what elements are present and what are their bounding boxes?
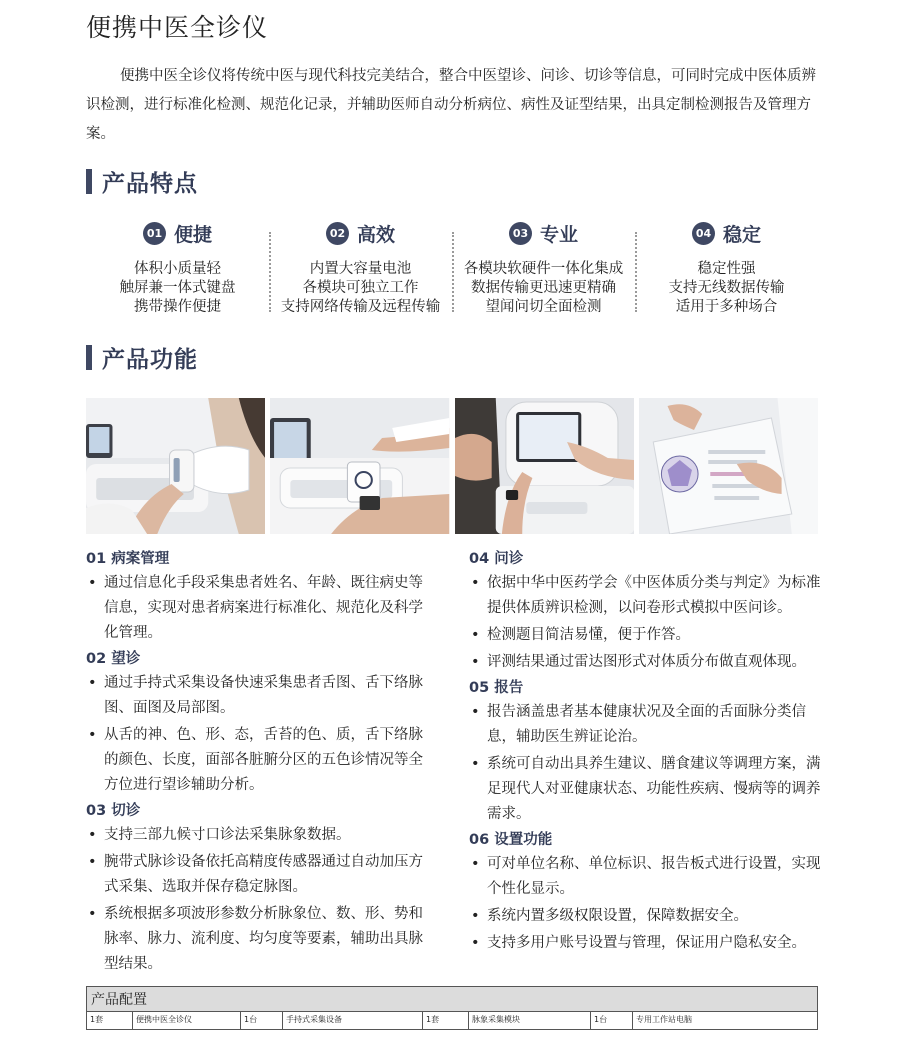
function-heading: 03 切诊 bbox=[86, 803, 141, 819]
function-bullet: • 依据中华中医药学会《中医体质分类与判定》为标准提供体质辨识检测，以问卷形式模拟中医问诊。 bbox=[469, 571, 821, 621]
product-photos bbox=[86, 398, 818, 534]
feature-convenient bbox=[86, 218, 269, 318]
feature-line: 望闻问切全面检测 bbox=[485, 299, 602, 315]
section-functions-heading bbox=[86, 341, 198, 374]
page-title: 便携中医全诊仪 bbox=[86, 13, 269, 42]
function-bullet: • 可对单位名称、单位标识、报告板式进行设置，实现个性化显示。 bbox=[469, 852, 821, 902]
feature-line: 适用于多种场合 bbox=[675, 299, 778, 315]
function-heading: 04 问诊 bbox=[469, 551, 524, 567]
section-bar bbox=[86, 169, 92, 194]
feature-line: 数据传输更迅速更精确 bbox=[471, 280, 616, 296]
function-bullet: • 支持三部九候寸口诊法采集脉象数据。 bbox=[86, 823, 436, 848]
section-features-heading bbox=[86, 165, 198, 198]
photo-touchscreen bbox=[455, 398, 634, 534]
config-title: 产品配置 bbox=[87, 987, 817, 1012]
config-cell: 专用工作站电脑 bbox=[636, 1015, 692, 1024]
function-bullet: • 从舌的神、色、形、态，舌苔的色、质，舌下络脉的颜色、长度，面部各脏腑分区的五色诊情况等全方位进行望诊辅助分析。 bbox=[86, 723, 436, 798]
function-group-pulse bbox=[86, 800, 436, 977]
feature-line: 稳定性强 bbox=[697, 261, 756, 277]
feature-name: 便捷 bbox=[173, 223, 212, 246]
config-cell: 1套 bbox=[87, 1012, 133, 1029]
function-heading: 01 病案管理 bbox=[86, 551, 170, 567]
config-cell: 脉象采集模块 bbox=[469, 1012, 591, 1029]
photo-pulse-device bbox=[270, 398, 449, 534]
photo-face-scan bbox=[86, 398, 265, 534]
function-bullet: • 系统可自动出具养生建议、膳食建议等调理方案，满足现代人对亚健康状态、功能性疾病、慢病等的调养需求。 bbox=[469, 752, 821, 827]
section-bar bbox=[86, 345, 92, 370]
config-cell: 1套 bbox=[423, 1012, 469, 1029]
config-cell: 便携中医全诊仪 bbox=[133, 1012, 241, 1029]
intro-paragraph: 便携中医全诊仪将传统中医与现代科技完美结合，整合中医望诊、问诊、切诊等信息，可同时完成中医体质辨识检测，进行标准化检测、规范化记录，并辅助医师自动分析病位、病性及证型结果，出具定制检测报告及管理方案。 bbox=[86, 68, 816, 142]
feature-stable bbox=[635, 218, 818, 318]
feature-professional bbox=[452, 218, 635, 318]
section-title: 产品特点 bbox=[102, 171, 198, 197]
feature-name: 稳定 bbox=[722, 223, 761, 246]
feature-number-badge: 04 bbox=[692, 222, 715, 245]
feature-line: 内置大容量电池 bbox=[309, 261, 412, 277]
config-cell: 手持式采集设备 bbox=[283, 1012, 423, 1029]
function-bullet: • 评测结果通过雷达图形式对体质分布做直观体现。 bbox=[469, 650, 821, 675]
feature-line: 支持无线数据传输 bbox=[668, 280, 785, 296]
feature-number-badge: 03 bbox=[509, 222, 532, 245]
function-group-report bbox=[469, 677, 821, 827]
function-bullet: • 报告涵盖患者基本健康状况及全面的舌面脉分类信息，辅助医生辨证论治。 bbox=[469, 700, 821, 750]
feature-line: 体积小质量轻 bbox=[134, 261, 221, 277]
functions-left-column bbox=[86, 548, 436, 979]
function-bullet: • 支持多用户账号设置与管理，保证用户隐私安全。 bbox=[469, 931, 821, 956]
function-bullet: • 系统内置多级权限设置，保障数据安全。 bbox=[469, 904, 821, 929]
function-group-inquiry bbox=[469, 548, 821, 675]
feature-line: 各模块可独立工作 bbox=[302, 280, 419, 296]
function-bullet: • 检测题目简洁易懂，便于作答。 bbox=[469, 623, 821, 648]
function-bullet: • 通过手持式采集设备快速采集患者舌图、舌下络脉图、面图及局部图。 bbox=[86, 671, 436, 721]
feature-name: 高效 bbox=[356, 223, 395, 246]
section-title: 产品功能 bbox=[102, 347, 198, 373]
functions-right-column bbox=[469, 548, 821, 958]
function-group-settings bbox=[469, 829, 821, 956]
feature-line: 支持网络传输及远程传输 bbox=[280, 299, 441, 315]
config-table bbox=[86, 986, 818, 1030]
feature-number-badge: 01 bbox=[143, 222, 166, 245]
feature-line: 触屏兼一体式键盘 bbox=[119, 280, 236, 296]
function-group-inspection bbox=[86, 648, 436, 798]
function-bullet: • 腕带式脉诊设备依托高精度传感器通过自动加压方式采集、选取并保存稳定脉图。 bbox=[86, 850, 436, 900]
function-heading: 06 设置功能 bbox=[469, 832, 553, 848]
config-row bbox=[87, 1012, 817, 1029]
feature-name: 专业 bbox=[539, 223, 578, 246]
function-heading: 02 望诊 bbox=[86, 651, 141, 667]
feature-number-badge: 02 bbox=[326, 222, 349, 245]
feature-line: 各模块软硬件一体化集成 bbox=[463, 261, 624, 277]
config-cell: 1台 bbox=[591, 1012, 633, 1029]
function-group-records bbox=[86, 548, 436, 646]
feature-efficient bbox=[269, 218, 452, 318]
function-heading: 05 报告 bbox=[469, 680, 524, 696]
function-bullet: • 通过信息化手段采集患者姓名、年龄、既往病史等信息，实现对患者病案进行标准化、规范化及科学化管理。 bbox=[86, 571, 436, 646]
config-cell: 1台 bbox=[241, 1012, 283, 1029]
features-row bbox=[86, 218, 818, 318]
function-bullet: • 系统根据多项波形参数分析脉象位、数、形、势和脉率、脉力、流利度、均匀度等要素，辅助出具脉型结果。 bbox=[86, 902, 436, 977]
photo-report bbox=[639, 398, 818, 534]
feature-line: 携带操作便捷 bbox=[134, 299, 221, 315]
